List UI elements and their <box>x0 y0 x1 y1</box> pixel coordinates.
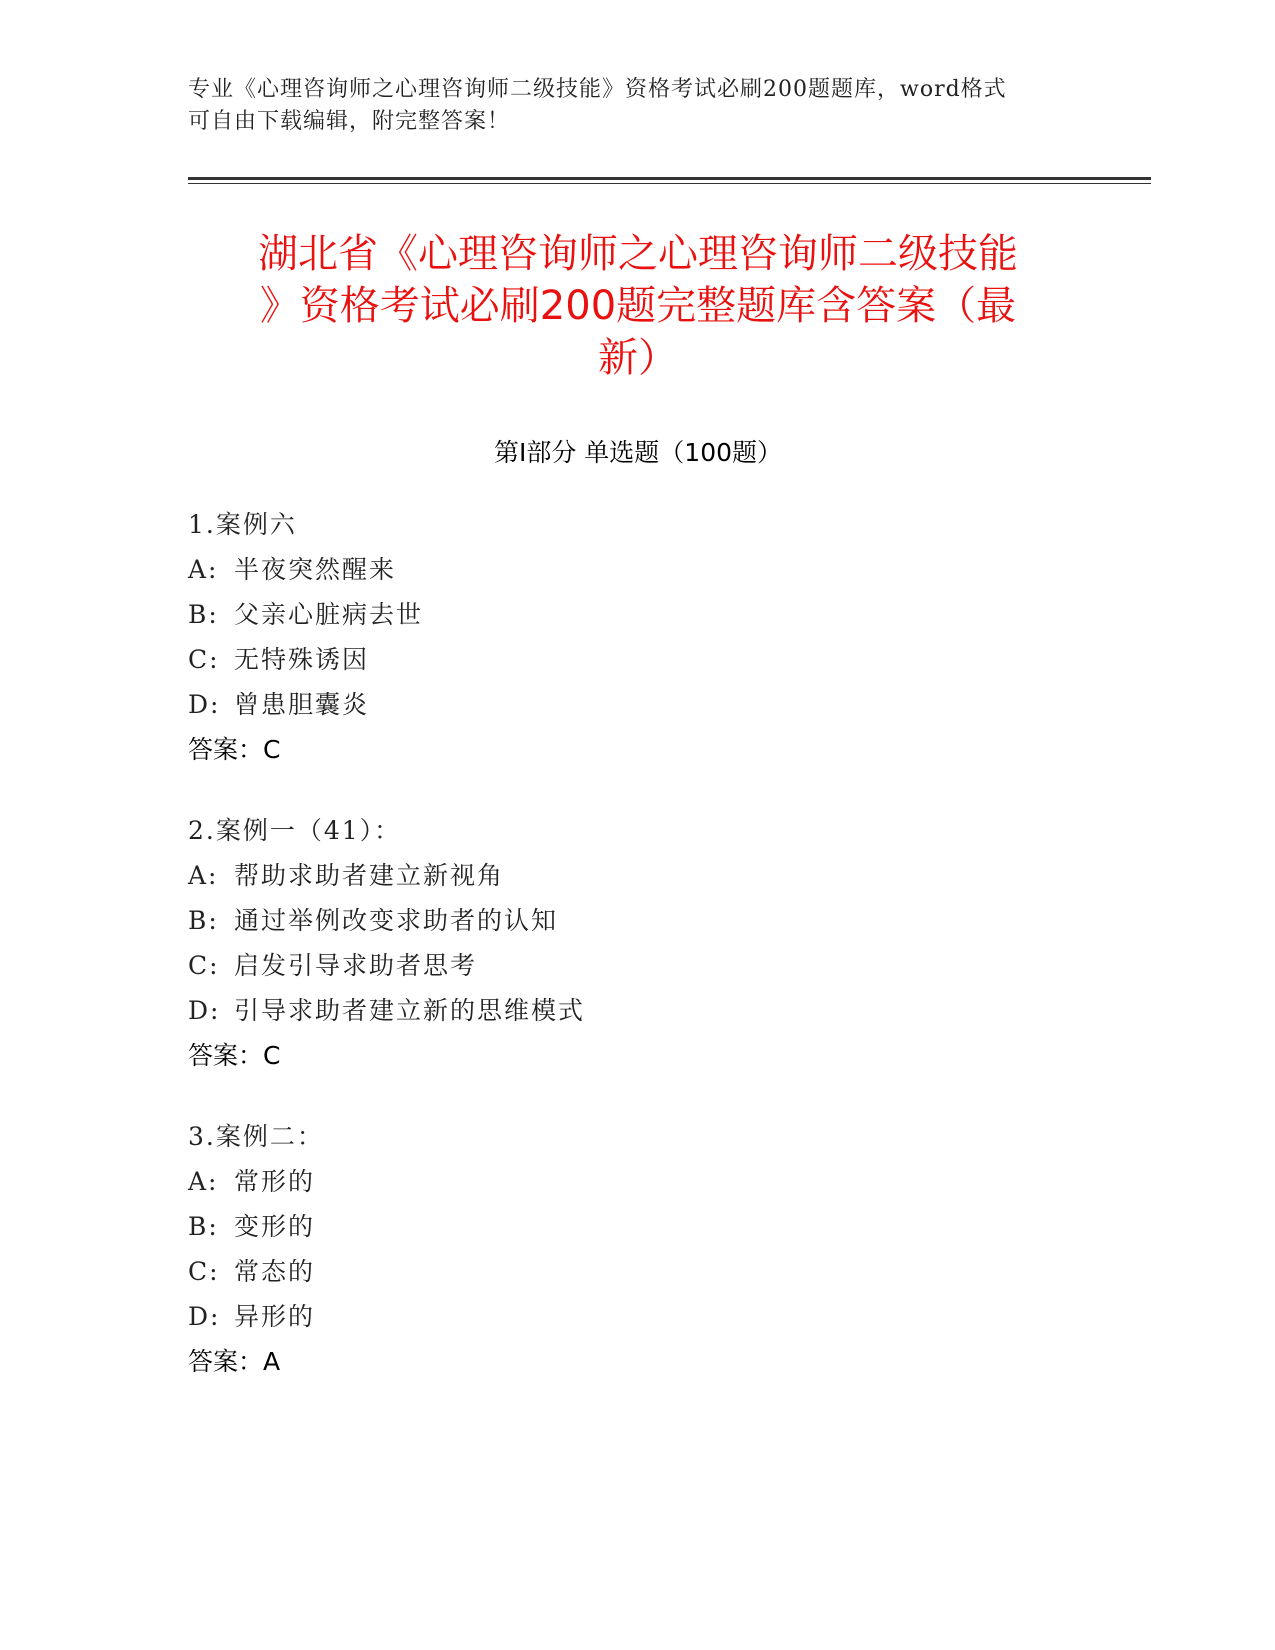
option-a <box>188 1159 1088 1204</box>
option-b <box>188 898 1088 943</box>
option-text: 通过举例改变求助者的认知 <box>234 906 559 935</box>
option-text: 常态的 <box>234 1257 316 1286</box>
option-key: A: <box>188 861 219 890</box>
option-text: 异形的 <box>234 1302 316 1331</box>
option-key: C: <box>188 645 220 674</box>
question-1 <box>188 502 1088 772</box>
header-note-line-2: 可自由下载编辑，附完整答案！ <box>188 109 511 134</box>
option-b <box>188 592 1088 637</box>
answer-line: 答案：A <box>188 1347 281 1376</box>
option-a <box>188 547 1088 592</box>
option-text: 引导求助者建立新的思维模式 <box>234 996 586 1025</box>
option-key: C: <box>188 1257 220 1286</box>
option-key: C: <box>188 951 220 980</box>
option-text: 启发引导求助者思考 <box>234 951 478 980</box>
option-d <box>188 682 1088 727</box>
option-c <box>188 1249 1088 1294</box>
question-stem: 3.案例二： <box>188 1122 324 1151</box>
document-title-line-3: 新） <box>598 335 678 381</box>
section-title: 第Ⅰ部分 单选题（100题） <box>493 438 783 467</box>
option-text: 无特殊诱因 <box>234 645 370 674</box>
header-rule-thick <box>188 177 1151 180</box>
option-d <box>188 1294 1088 1339</box>
option-text: 变形的 <box>234 1212 316 1241</box>
option-text: 曾患胆囊炎 <box>234 690 370 719</box>
option-key: B: <box>188 906 219 935</box>
document-title <box>188 228 1088 384</box>
option-key: A: <box>188 1167 219 1196</box>
option-key: D: <box>188 996 221 1025</box>
question-stem: 1.案例六 <box>188 510 297 539</box>
header-rule-thin <box>188 183 1151 184</box>
option-text: 半夜突然醒来 <box>234 555 397 584</box>
question-stem: 2.案例一（41）： <box>188 816 402 845</box>
option-key: B: <box>188 600 219 629</box>
header-note-line-1: 专业《心理咨询师之心理咨询师二级技能》资格考试必刷200题题库，word格式 <box>188 77 1007 102</box>
header-note <box>188 74 1068 138</box>
document-title-line-1: 湖北省《心理咨询师之心理咨询师二级技能 <box>258 231 1018 277</box>
option-a <box>188 853 1088 898</box>
option-text: 父亲心脏病去世 <box>234 600 424 629</box>
question-3 <box>188 1114 1088 1384</box>
option-c <box>188 943 1088 988</box>
option-text: 常形的 <box>234 1167 316 1196</box>
option-c <box>188 637 1088 682</box>
option-text: 帮助求助者建立新视角 <box>234 861 505 890</box>
option-key: D: <box>188 1302 221 1331</box>
document-title-line-2: 》资格考试必刷200题完整题库含答案（最 <box>259 283 1017 329</box>
question-2 <box>188 808 1088 1078</box>
answer-line: 答案：C <box>188 1041 281 1070</box>
option-key: B: <box>188 1212 219 1241</box>
option-b <box>188 1204 1088 1249</box>
option-key: D: <box>188 690 221 719</box>
option-key: A: <box>188 555 219 584</box>
answer-line: 答案：C <box>188 735 281 764</box>
option-d <box>188 988 1088 1033</box>
